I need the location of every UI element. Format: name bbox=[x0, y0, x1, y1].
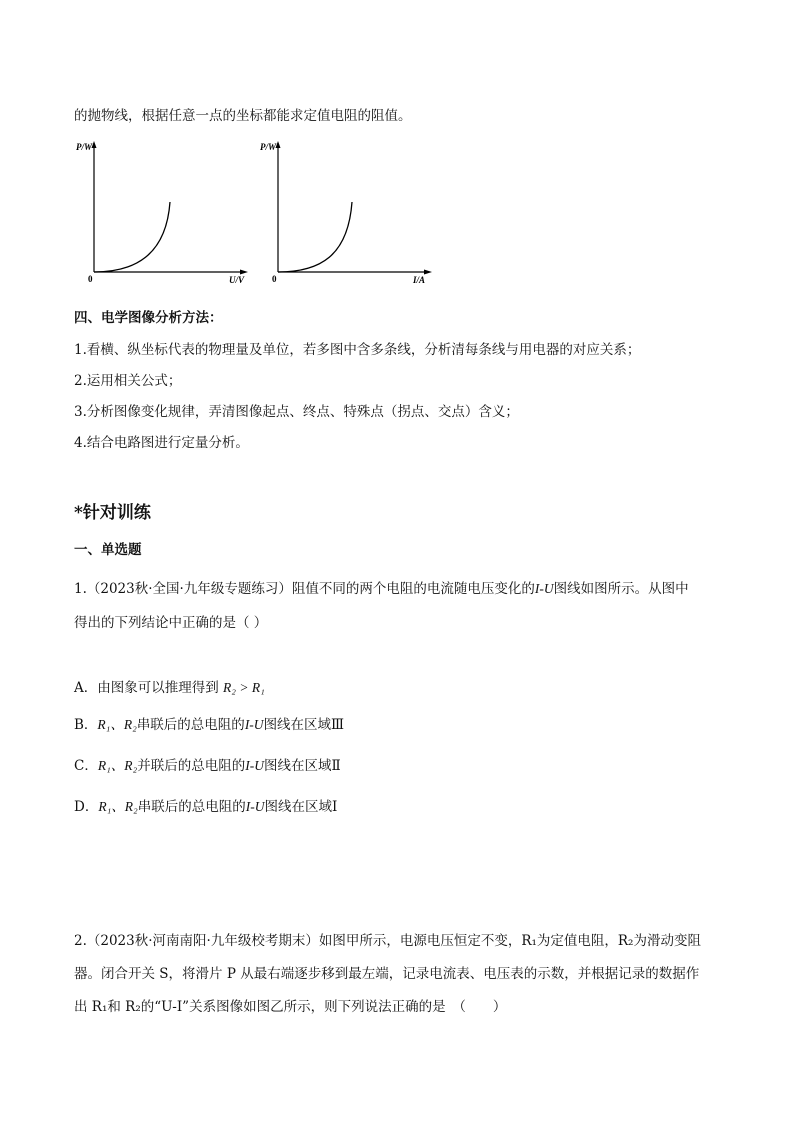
x-axis-label: U/V bbox=[229, 275, 245, 283]
y-axis-label: P/W bbox=[76, 142, 93, 152]
option-c-iu: I-U bbox=[245, 758, 264, 773]
section-heading: 四、电学图像分析方法： bbox=[74, 310, 223, 326]
method-1: 1.看横、纵坐标代表的物理量及单位，若多图中含多条线，分析清每条线与用电器的对应关系； bbox=[74, 342, 641, 358]
q2-stem-line2: 器。闭合开关 S，将滑片 P 从最右端逐步移到最左端，记录电流表、电压表的示数，并根据记录的数据作 bbox=[74, 966, 700, 982]
q1-option-b[interactable] bbox=[74, 713, 344, 733]
parabola-curve bbox=[278, 202, 352, 272]
option-a-prefix: A．由图象可以推理得到 bbox=[74, 680, 219, 696]
q1-option-d[interactable] bbox=[74, 795, 337, 815]
option-b-iu: I-U bbox=[244, 717, 264, 732]
option-c-mid: 并联后的总电阻的 bbox=[137, 758, 246, 774]
option-b-prefix: B． bbox=[74, 717, 98, 733]
graph-power-vs-current bbox=[258, 138, 438, 283]
y-axis-label: P/W bbox=[260, 142, 277, 152]
option-c-prefix: C． bbox=[74, 758, 98, 774]
option-c-resistors: R₁、R₂ bbox=[97, 758, 138, 773]
q2-stem-line1: 2.（2023秋·河南南阳·九年级校考期末）如图甲所示，电源电压恒定不变，R₁为定值电阻，R₂为滑动变阻 bbox=[74, 933, 701, 949]
parabola-curve bbox=[94, 202, 170, 272]
option-d-prefix: D． bbox=[74, 799, 99, 815]
q1-stem-line1 bbox=[74, 577, 689, 597]
q1-iu-symbol: I-U bbox=[534, 581, 554, 596]
option-d-iu: I-U bbox=[245, 799, 265, 814]
method-4: 4.结合电路图进行定量分析。 bbox=[74, 435, 249, 451]
q1-option-c[interactable] bbox=[74, 754, 341, 774]
option-b-resistors: R₁、R₂ bbox=[97, 717, 137, 732]
option-c-tail: 图线在区域Ⅱ bbox=[263, 758, 341, 774]
intro-line: 的抛物线，根据任意一点的坐标都能求定值电阻的阻值。 bbox=[74, 108, 412, 124]
method-3: 3.分析图像变化规律，弄清图像起点、终点、特殊点（拐点、交点）含义； bbox=[74, 404, 519, 420]
option-d-tail: 图线在区域Ⅰ bbox=[264, 799, 338, 815]
option-b-mid: 串联后的总电阻的 bbox=[136, 717, 245, 733]
training-title: *针对训练 bbox=[74, 503, 151, 523]
origin-label: 0 bbox=[88, 274, 93, 283]
method-2: 2.运用相关公式； bbox=[74, 373, 182, 389]
option-a-relation: R₂ > R₁ bbox=[223, 680, 265, 695]
q1-option-a[interactable] bbox=[74, 676, 265, 696]
q1-text-a: 1.（2023秋·全国·九年级专题练习）阻值不同的两个电阻的电流随电压变化的 bbox=[74, 581, 535, 597]
question-type-heading: 一、单选题 bbox=[74, 542, 142, 558]
option-b-tail: 图线在区域Ⅲ bbox=[263, 717, 345, 733]
graph-power-vs-voltage bbox=[74, 138, 254, 283]
option-d-resistors: R₁、R₂ bbox=[98, 799, 138, 814]
option-d-mid: 串联后的总电阻的 bbox=[137, 799, 246, 815]
x-axis-label: I/A bbox=[413, 275, 426, 283]
q2-stem-line3: 出 R₁和 R₂的“U-I”关系图像如图乙所示，则下列说法正确的是 （ ） bbox=[74, 999, 507, 1015]
origin-label: 0 bbox=[272, 274, 277, 283]
q1-text-b: 图线如图所示。从图中 bbox=[553, 581, 689, 597]
q1-stem-line2: 得出的下列结论中正确的是（ ） bbox=[74, 615, 268, 631]
